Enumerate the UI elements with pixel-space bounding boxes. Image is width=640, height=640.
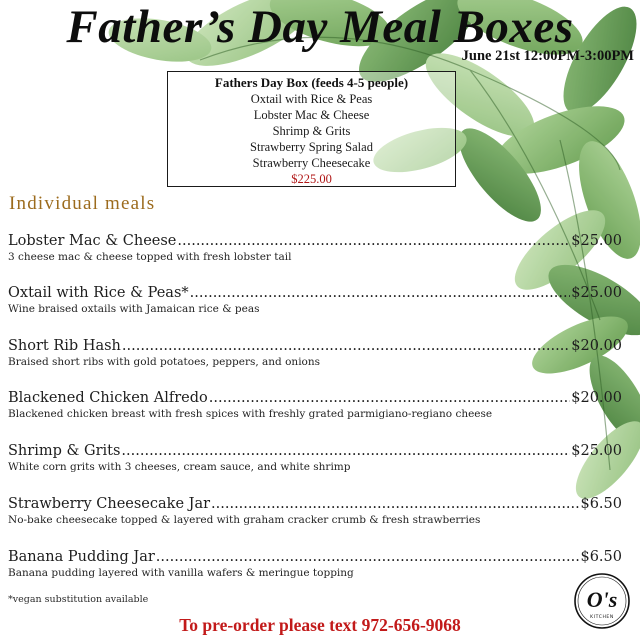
menu-item-price: $6.50 <box>580 549 622 565</box>
menu-item-price: $20.00 <box>571 390 622 406</box>
menu-item-name: Blackened Chicken Alfredo <box>8 390 208 406</box>
menu-item-price: $25.00 <box>571 443 622 459</box>
box-item: Lobster Mac & Cheese <box>253 108 370 122</box>
menu-item-name: Banana Pudding Jar <box>8 549 155 565</box>
event-date: June 21st 12:00PM-3:00PM <box>461 48 634 64</box>
box-item: Shrimp & Grits <box>272 124 351 138</box>
menu-item <box>8 390 622 420</box>
box-item: Strawberry Cheesecake <box>252 156 371 170</box>
menu-item <box>8 338 622 368</box>
os-kitchen-logo <box>572 571 632 631</box>
menu-item <box>8 285 622 315</box>
dot-leader <box>211 496 579 512</box>
menu-item-name: Lobster Mac & Cheese <box>8 233 177 249</box>
dot-leader <box>122 338 570 354</box>
box-price: $225.00 <box>291 172 332 186</box>
dot-leader <box>209 390 571 406</box>
box-item: Strawberry Spring Salad <box>250 140 373 154</box>
box-title: Fathers Day Box (feeds 4-5 people) <box>214 75 409 90</box>
dot-leader <box>121 443 570 459</box>
menu-item-description: 3 cheese mac & cheese topped with fresh lobster tail <box>8 251 292 263</box>
fathers-day-box <box>167 71 456 187</box>
menu-item <box>8 496 622 526</box>
menu-item-price: $6.50 <box>580 496 622 512</box>
dot-leader <box>190 285 571 301</box>
menu-item <box>8 233 622 263</box>
svg-text:O's: O's <box>586 587 618 612</box>
menu-item-name: Short Rib Hash <box>8 338 121 354</box>
menu-item-price: $20.00 <box>571 338 622 354</box>
menu-item-description: Braised short ribs with gold potatoes, peppers, and onions <box>8 356 321 368</box>
page-title: Father’s Day Meal Boxes <box>66 1 574 53</box>
menu-item-description: No-bake cheesecake topped & layered with graham cracker crumb & fresh strawberries <box>8 514 481 526</box>
preorder-text: To pre-order please text 972-656-9068 <box>179 615 461 635</box>
vegan-note: *vegan substitution available <box>8 594 149 605</box>
menu-item-description: Blackened chicken breast with fresh spices with freshly grated parmigiano-regiano cheese <box>8 408 493 420</box>
section-heading: Individual meals <box>9 193 156 214</box>
dot-leader <box>177 233 570 249</box>
menu-item-price: $25.00 <box>571 233 622 249</box>
menu-item <box>8 443 622 473</box>
svg-text:KITCHEN: KITCHEN <box>590 615 614 620</box>
menu-item-price: $25.00 <box>571 285 622 301</box>
menu-item-name: Strawberry Cheesecake Jar <box>8 496 211 512</box>
menu-item <box>8 549 622 579</box>
menu-item-description: Banana pudding layered with vanilla wafers & meringue topping <box>8 567 354 579</box>
box-item: Oxtail with Rice & Peas <box>250 92 373 106</box>
menu-item-name: Oxtail with Rice & Peas* <box>8 285 189 301</box>
dot-leader <box>156 549 580 565</box>
menu-item-description: Wine braised oxtails with Jamaican rice & peas <box>8 303 260 315</box>
menu-item-name: Shrimp & Grits <box>8 443 121 459</box>
menu-item-description: White corn grits with 3 cheeses, cream sauce, and white shrimp <box>8 461 351 473</box>
